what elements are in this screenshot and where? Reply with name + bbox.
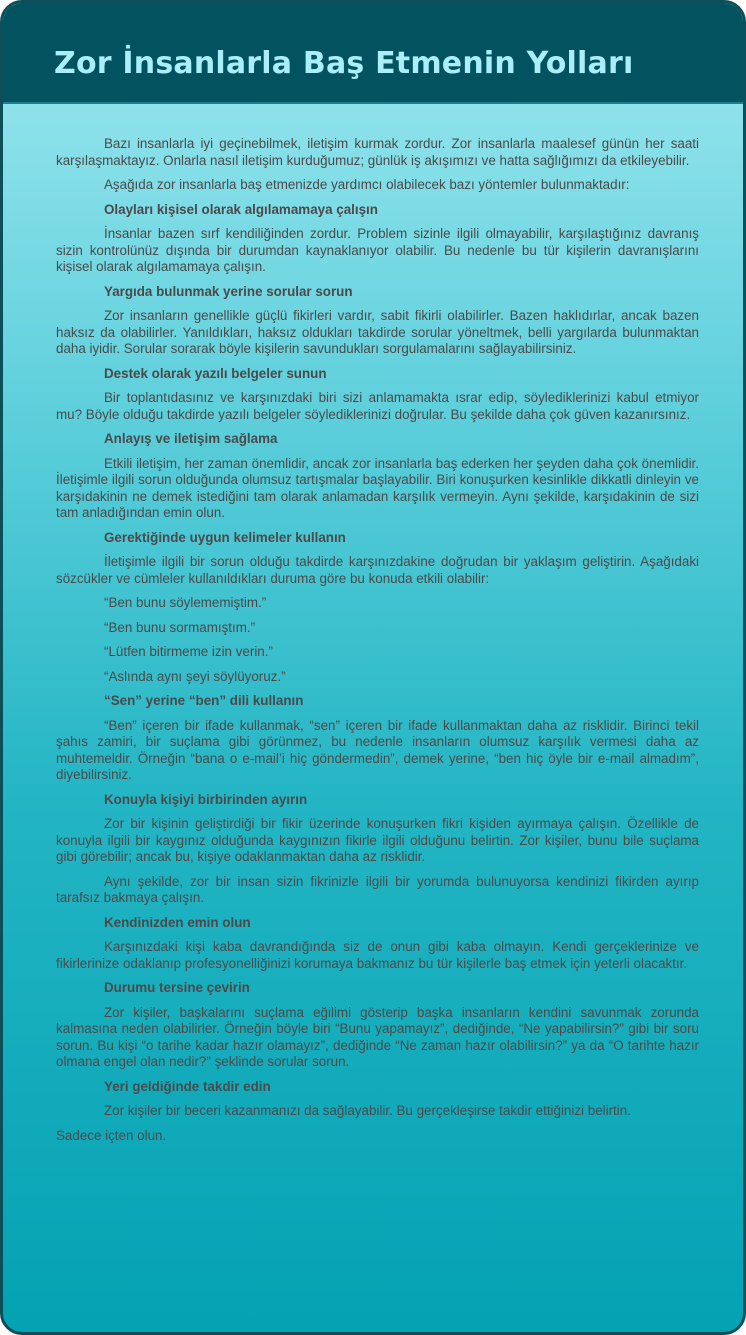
header-bar xyxy=(3,3,743,104)
section-heading: Yeri geldiğinde takdir edin xyxy=(104,1078,271,1094)
body-paragraph: “Ben bunu sormamıştım.” xyxy=(104,619,256,635)
body-paragraph: Aynı şekilde, zor bir insan sizin fikrinizle ilgili bir yorumda bulunuyorsa kendinizi fikirden ayırıp tarafsız bakmaya çalışın. xyxy=(56,873,699,905)
section-heading: Destek olarak yazılı belgeler sunun xyxy=(104,365,327,381)
section-heading: Anlayış ve iletişim sağlama xyxy=(104,431,278,446)
closing-line: Sadece içten olun. xyxy=(56,1127,167,1143)
body-paragraph: Zor kişiler bir beceri kazanmanızı da sağlayabilir. Bu gerçekleşirse takdir ettiğinizi belirtin. xyxy=(104,1103,631,1118)
section-heading: Gerektiğinde uygun kelimeler kullanın xyxy=(104,529,346,545)
body-paragraph: Zor kişiler, başkalarını suçlama eğilimi gösterip başka insanların kendini savunmak zorunda kalmasına neden olabilirler. Örneğin böyle biri “Bunu yapamayız”, dediğinde, “Ne yapabilirsin?” gibi bir soru sorun. Bu kişi “o tarihe kadar hazır olamayız”, dediğinde “Ne zaman hazır olabilirsin?” ya da “O tarihte hazır olmana engel olan nedir?” şeklinde sorular sorun. xyxy=(56,1004,699,1069)
body-paragraph: Zor insanların genellikle güçlü fikirleri vardır, sabit fikirli olabilirler. Bazen haklıdırlar, ancak bazen haksız da olabilirler. Yanıldıkları, haksız oldukları takdirde sorular yöneltmek, belli yargılarda bulunmaktan daha iyidir. Sorular sorarak böyle kişilerin savundukları sorgulamalarını sağlayabilirsiniz. xyxy=(56,308,699,356)
section-heading: Olayları kişisel olarak algılamamaya çalışın xyxy=(104,201,378,217)
body-paragraph: İnsanlar bazen sırf kendiliğinden zordur. Problem sizinle ilgili olmayabilir, karşılaştığınız davranış sizin kontrolünüz dışında bir durumdan kaynaklanıyor olabilir. Bu nedenle bu tür kişilerin davranışlarını kişisel olarak algılamamaya çalışın. xyxy=(56,226,699,274)
body-paragraph: “Aslında aynı şeyi söylüyoruz.” xyxy=(104,668,286,684)
page-title: Zor İnsanlarla Baş Etmenin Yolları xyxy=(54,46,634,81)
section-heading: “Sen” yerine “ben” dili kullanın xyxy=(104,693,304,708)
body-paragraph: Aşağıda zor insanlarla baş etmenizde yardımcı olabilecek bazı yöntemler bulunmaktadır: xyxy=(104,177,630,192)
body-paragraph: Zor bir kişinin geliştirdiği bir fikir üzerinde konuşurken fikri kişiden ayırmaya çalışın. Özellikle de konuyla ilgili bir kaygınız olduğunda kaygınızın fikirle ilgili olduğunu belirtin. Zor kişiler, bunu bile suçlama gibi görebilir; ancak bu, kişiye odaklanmaktan daha az risklidir. xyxy=(56,816,699,864)
section-heading: Durumu tersine çevirin xyxy=(104,980,250,995)
body-paragraph: “Ben bunu söylememiştim.” xyxy=(104,595,267,610)
section-heading: Konuyla kişiyi birbirinden ayırın xyxy=(104,791,308,807)
body-paragraph: “Ben” içeren bir ifade kullanmak, “sen” içeren bir ifade kullanmaktan daha az risklidir. Birinci tekil şahıs zamiri, bir suçlama gibi görünmez, bu nedenle insanların olumsuz karşılık vermesi daha az muhtemeldir. Örneğin “bana o e-mail’i hiç göndermedin”, demek yerine, “ben hiç öyle bir e-mail almadım”, diyebilirsiniz. xyxy=(56,717,699,782)
body-paragraph: Bazı insanlarla iyi geçinebilmek, iletişim kurmak zordur. Zor insanlarla maalesef günün her saati karşılaşmaktayız. Onlarla nasıl iletişim kurduğumuz; günlük iş akışımızı ve hatta sağlığımızı da etkileyebilir. xyxy=(56,136,699,168)
section-heading: Yargıda bulunmak yerine sorular sorun xyxy=(104,283,353,299)
body-paragraph: Etkili iletişim, her zaman önemlidir, ancak zor insanlarla baş ederken her şeyden daha çok önemlidir. İletişimle ilgili sorun olduğunda olumsuz tartışmalar başlayabilir. Biri konuşurken kesinlikle dikkatli dinleyin ve karşıdakinin ne demek istediğini tam olarak anlamadan karşılık vermeyin. Aynı şekilde, karşıdakinin de sizi tam anladığından emin olun. xyxy=(56,455,699,520)
article-body xyxy=(56,136,699,1152)
body-paragraph: İletişimle ilgili bir sorun olduğu takdirde karşınızdakine doğrudan bir yaklaşım geliştirin. Aşağıdaki sözcükler ve cümleler kullanıldıkları duruma göre bu konuda etkili olabilir: xyxy=(56,554,699,586)
section-heading: Kendinizden emin olun xyxy=(104,914,251,930)
body-paragraph: “Lütfen bitirmeme izin verin.” xyxy=(104,644,273,659)
body-paragraph: Bir toplantıdasınız ve karşınızdaki biri sizi anlamamakta ısrar edip, söylediklerinizi kabul etmiyor mu? Böyle olduğu takdirde yazılı belgeler söylediklerinizi doğrular. Bu şekilde daha çok güven kazanırsınız. xyxy=(56,390,699,422)
body-paragraph: Karşınızdaki kişi kaba davrandığında siz de onun gibi kaba olmayın. Kendi gerçeklerinize ve fikirlerinize odaklanıp profesyonelliğinizi korumaya bakmanız bu tür kişilerle baş etmek için yeterli olacaktır. xyxy=(56,939,699,971)
